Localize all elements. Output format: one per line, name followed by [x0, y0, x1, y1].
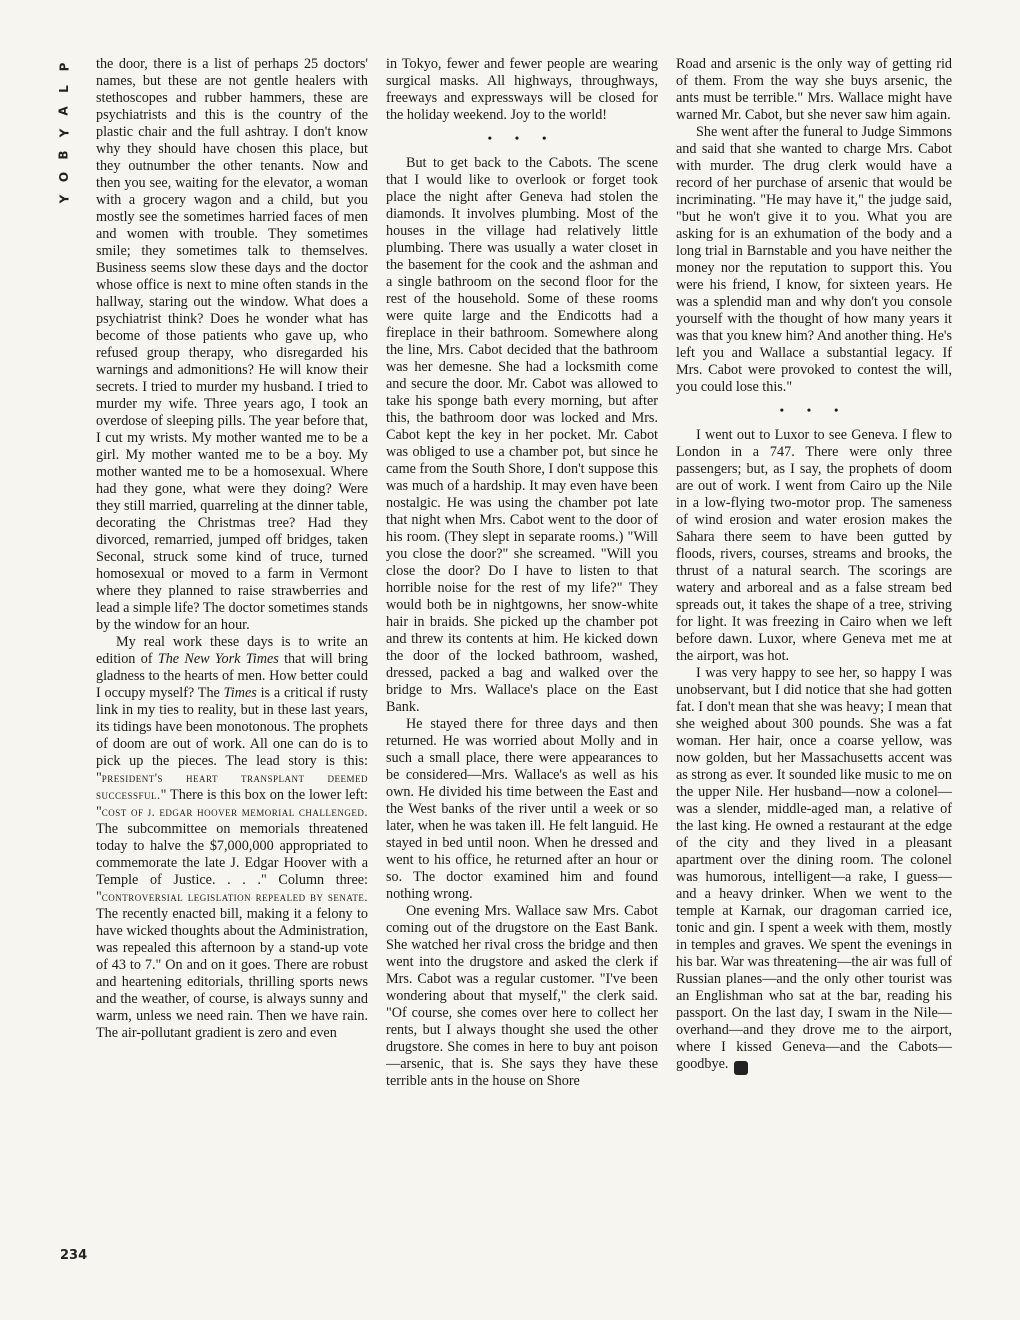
- page-number: 234: [60, 1248, 88, 1263]
- brand-letter: A: [56, 106, 71, 116]
- text-run: that will bring gladness to the hearts of men. How better could I occupy myself? The: [96, 651, 368, 701]
- headline-small-caps: cost of j. edgar hoover memorial challenged.: [101, 805, 368, 819]
- brand-letter: B: [57, 150, 71, 160]
- brand-letter: Y: [56, 128, 71, 138]
- playboy-vertical-brand: [54, 56, 74, 210]
- text-column-2: [386, 56, 658, 1266]
- text-run: My real work these days is to write an edition of: [96, 634, 368, 667]
- paragraph: Road and arsenic is the only way of getting rid of them. From the way she buys arsenic, the ants must be terrible." Mrs. Wallace might have warned Mr. Cabot, but she never saw him again.: [676, 56, 952, 123]
- text-run: is a critical if rusty link in my ties to reality, but in these last years, its tidings have been monotonous. The prophets of doom are out of work. All one can do is to pick up the pieces. The lead story is this: ": [96, 685, 368, 786]
- newspaper-title: The New York Times: [157, 651, 279, 667]
- text-run: The recently enacted bill, making it a felony to have wicked thoughts about the Administration, was repealed this afternoon by a stand-up vote of 43 to 7." On and on it goes. There are robust and heartening editorials, thrilling sports news and the weather, of course, is always sunny and warm, unless we need rain. Then we have rain. The air-pollutant gradient is zero and even: [96, 906, 368, 1041]
- text-run: The subcommittee on memorials threatened today to halve the $7,000,000 appropriated to commemorate the late J. Edgar Hoover with a Temple of Justice. . . ." Column three: ": [96, 821, 368, 905]
- playboy-bunny-end-mark-icon: ♣: [734, 1061, 748, 1075]
- text-run: I was very happy to see her, so happy I was unobservant, but I did notice that she had gotten fat. I don't mean that she was heavy; I mean that she weighed about 300 pounds. She was a fat woman. Her hair, once a coarse yellow, was now golden, but her Massachusetts accent was as strong as ever. It sounded like music to me on the upper Nile. Her husband—now a colonel—was a slender, middle-aged man, a relative of the last king. He owned a restaurant at the edge of the city and they lived in a pleasant apartment over the dining room. The colonel was humorous, intelligent—a rake, I guess—and a heavy drinker. When we went to the temple at Karnak, our dragoman carried ice, tonic and gin. I spent a week with them, mostly in temples and graves. We spent the evenings in his bar. War was threatening—the air was full of Russian planes—and the only other tourist was an Englishman who sat at the bar, reading his passport. On the last day, I swam in the Nile—overhand—and they drove me to the airport, where I kissed Geneva—and the Cabots—goodbye.: [676, 665, 952, 1072]
- paragraph: the door, there is a list of perhaps 25 doctors' names, but these are not gentle healers with stethoscopes and rubber hammers, these are psychiatrists and this is the country of the plastic chair and the full ashtray. I don't know why they should have chosen this place, but they outnumber the other tenants. Now and then you see, waiting for the elevator, a woman with a grocery wagon and a child, but you mostly see the sometimes harried faces of men and women with trouble. They sometimes smile; they sometimes talk to themselves. Business seems slow these days and the doctor whose office is next to mine often stands in the hallway, staring out the window. What does a psychiatrist think? Does he wonder what has become of those patients who gave up, who refused group therapy, who disregarded his warnings and admonitions? He will know their secrets. I tried to murder my husband. I tried to murder my wife. Three years ago, I took an overdose of sleeping pills. The year before that, I cut my wrists. My mother wanted me to be a girl. My mother wanted me to be a boy. My mother wanted me to be a homosexual. Where had they gone, what were they doing? Were they still married, quarreling at the dinner table, decorating the Christmas tree? Had they divorced, remarried, jumped off bridges, taken Seconal, struck some kind of truce, turned homosexual or moved to a farm in Vermont where they planned to raise strawberries and lead a simple life? The doctor sometimes stands by the window for an hour.: [96, 56, 368, 633]
- brand-letter: P: [56, 62, 71, 72]
- paragraph: I went out to Luxor to see Geneva. I flew to London in a 747. There were only three passengers; but, as I say, the prophets of doom are out of work. I went from Cairo up the Nile in a low-flying two-motor prop. The sameness of wind erosion and water erosion makes the Sahara there seem to have been gutted by floods, rivers, courses, streams and brooks, the thrust of a natural search. The scorings are watery and arboreal and as a false stream bed spreads out, it takes the shape of a tree, striving for light. It was freezing in Cairo when we left before dawn. Luxor, where Geneva met me at the airport, was hot.: [676, 427, 952, 664]
- paragraph: One evening Mrs. Wallace saw Mrs. Cabot coming out of the drugstore on the East Bank. She watched her rival cross the bridge and then went into the drugstore and asked the clerk if Mrs. Cabot was a regular customer. "I've been wondering about that myself," the clerk said. "Of course, she comes over here to collect her rents, but I always thought she used the other drugstore. She comes in here to buy ant poison—arsenic, that is. She says they have these terrible ants in the house on Shore: [386, 903, 658, 1089]
- paragraph: [96, 634, 368, 1042]
- text-run: " There is this box on the lower left: ": [96, 787, 368, 820]
- paragraph: [676, 665, 952, 1075]
- text-column-1: [96, 56, 368, 1266]
- paragraph: She went after the funeral to Judge Simmons and said that she wanted to charge Mrs. Cabot with murder. The drug clerk would have a record of her purchase of arsenic that would be incriminating. "He may have it," the judge said, "but he won't give it to you. What you are asking for is an exhumation of the body and a long trial in Barnstable and you have neither the money nor the reputation to support this. You were his friend, I know, for sixteen years. He was a splendid man and why don't you console yourself with the thought of how many years it was that you knew him? And another thing. He's left you and Wallace a substantial legacy. If Mrs. Cabot were provoked to contest the will, you could lose this.": [676, 124, 952, 395]
- paragraph: He stayed there for three days and then returned. He was worried about Molly and in such a small place, there were appearances to be considered—Mrs. Wallace's as well as his own. He divided his time between the East and the West banks of the river until a week or so later, when he was taken ill. He felt languid. He stayed in bed until noon. When he dressed and went to his office, he returned after an hour or so. The doctor examined him and found nothing wrong.: [386, 716, 658, 902]
- newspaper-title: Times: [223, 685, 257, 701]
- paragraph: in Tokyo, fewer and fewer people are wearing surgical masks. All highways, throughways, freeways and expressways will be closed for the holiday weekend. Joy to the world!: [386, 56, 658, 123]
- headline-small-caps: controversial legislation repealed by senate.: [101, 890, 368, 904]
- brand-letter: L: [57, 85, 71, 93]
- headline-small-caps: president's heart transplant deemed successful.: [96, 771, 368, 802]
- brand-letter: O: [56, 171, 71, 183]
- section-break: • • •: [779, 403, 849, 417]
- section-break: • • •: [487, 131, 557, 145]
- paragraph: But to get back to the Cabots. The scene that I would like to overlook or forget took place the night after Geneva had stolen the diamonds. It involves plumbing. Most of the houses in the village had relatively little plumbing. There was usually a water closet in the basement for the cook and the ashman and a single bathroom on the second floor for the rest of the household. Some of these rooms were quite large and the Endicotts had a fireplace in their bathroom. Somewhere along the line, Mrs. Cabot decided that the bathroom was her demesne. She had a locksmith come and secure the door. Mr. Cabot was allowed to take his sponge bath every morning, but after this, the bathroom door was locked and Mrs. Cabot kept the key in her pocket. Mr. Cabot was obliged to use a chamber pot, but since he came from the South Shore, I don't suppose this was much of a hardship. It may even have been nostalgic. He was using the chamber pot late that night when Mrs. Cabot went to the door of his room. (They slept in separate rooms.) "Will you close the door?" she screamed. "Will you close the door? Do I have to listen to that horrible noise for the rest of my life?" They would both be in nightgowns, her snow-white hair in braids. She picked up the chamber pot and threw its contents at him. He kicked down the door of the locked bathroom, washed, dressed, packed a bag and walked over the bridge to Mrs. Wallace's place on the East Bank.: [386, 155, 658, 715]
- brand-letter: Y: [56, 194, 71, 204]
- text-column-3: [676, 56, 952, 1266]
